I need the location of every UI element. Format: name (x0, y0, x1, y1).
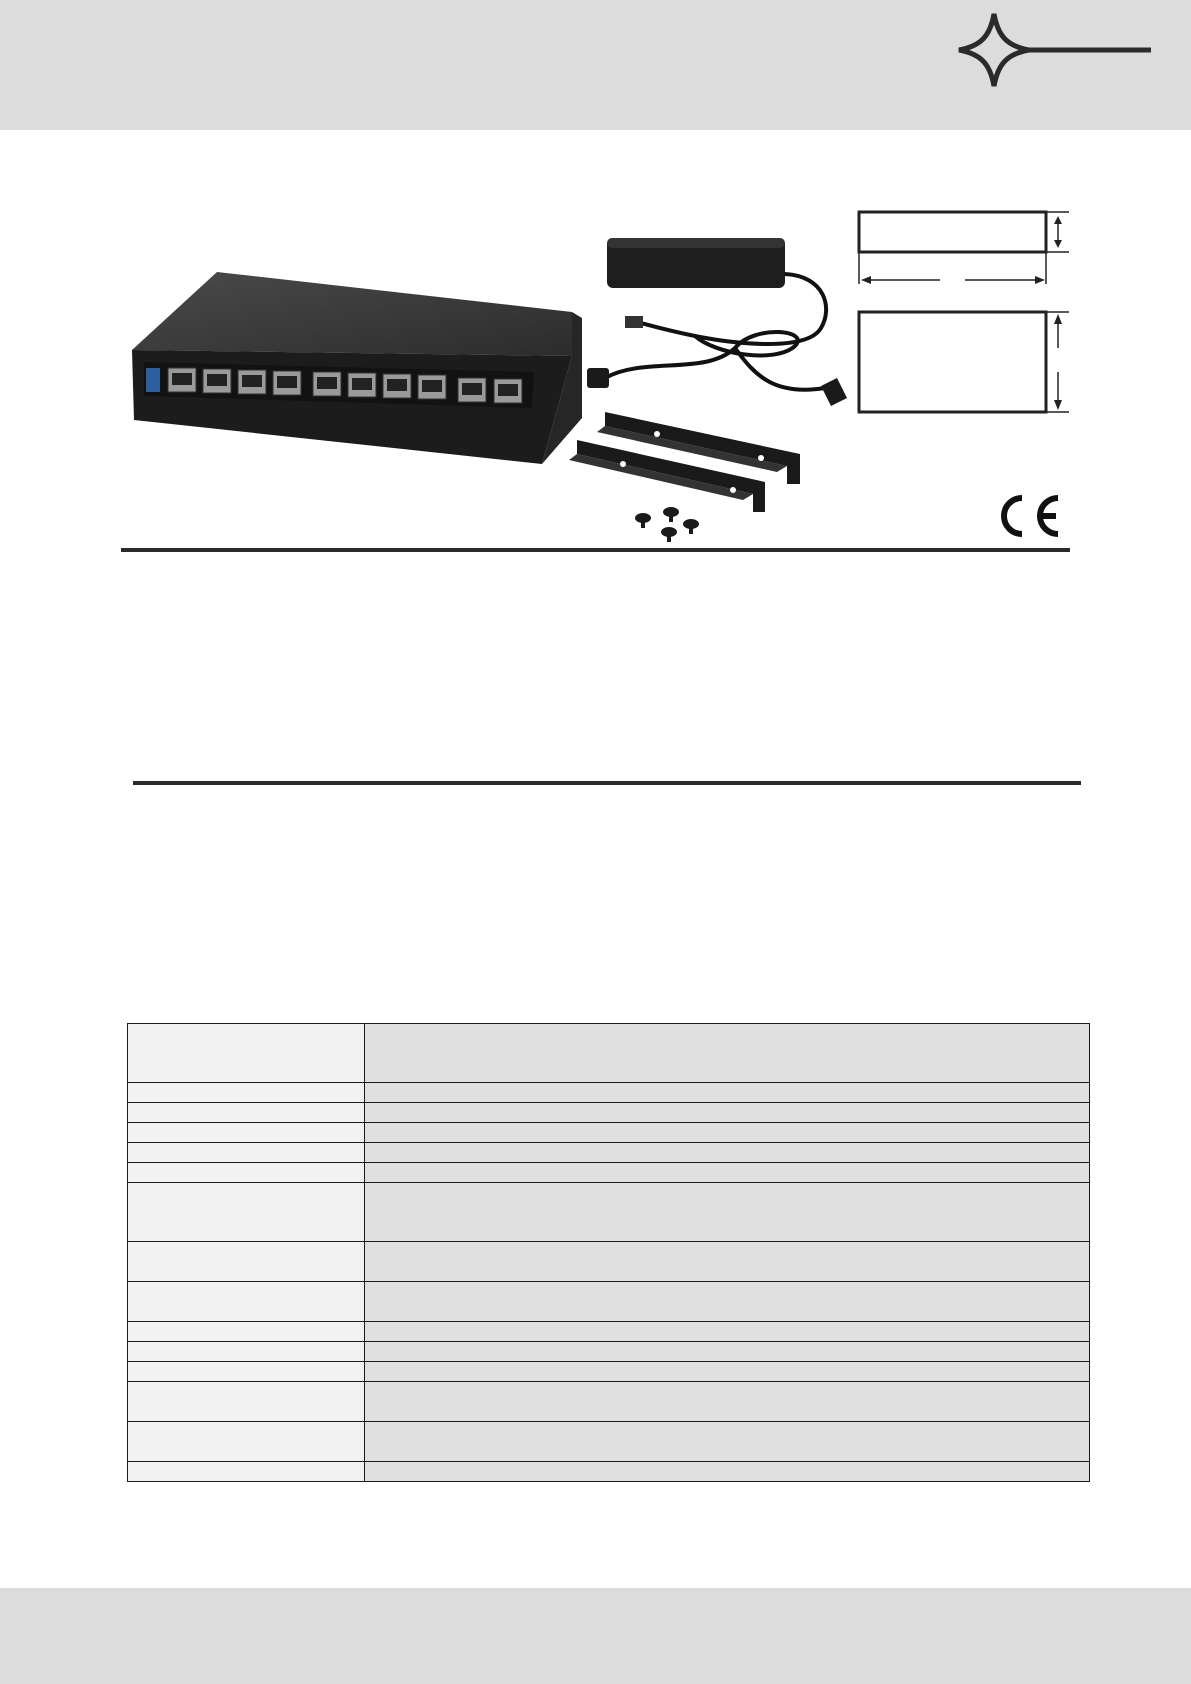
dimension-diagram-icon (855, 200, 1070, 420)
spec-value-cell (365, 1183, 1090, 1242)
spec-value-cell (365, 1342, 1090, 1362)
table-row (128, 1163, 1090, 1183)
spec-key-cell (128, 1123, 365, 1143)
table-row (128, 1103, 1090, 1123)
spec-key-cell (128, 1024, 365, 1083)
table-row (128, 1143, 1090, 1163)
spec-value-cell (365, 1462, 1090, 1482)
specification-table (127, 1023, 1090, 1482)
table-row (128, 1322, 1090, 1342)
spec-key-cell (128, 1362, 365, 1382)
spec-value-cell (365, 1143, 1090, 1163)
spec-value-cell (365, 1103, 1090, 1123)
table-row (128, 1422, 1090, 1462)
spec-value-cell (365, 1083, 1090, 1103)
spec-value-cell (365, 1322, 1090, 1342)
table-row (128, 1242, 1090, 1282)
section-divider (121, 548, 1070, 552)
spec-value-cell (365, 1242, 1090, 1282)
table-row (128, 1282, 1090, 1322)
ce-mark-icon (992, 492, 1064, 540)
spec-value-cell (365, 1163, 1090, 1183)
spec-key-cell (128, 1143, 365, 1163)
table-row (128, 1183, 1090, 1242)
spec-key-cell (128, 1183, 365, 1242)
four-point-star-logo-icon (955, 12, 1155, 88)
spec-key-cell (128, 1342, 365, 1362)
table-row (128, 1083, 1090, 1103)
spec-value-cell (365, 1123, 1090, 1143)
network-switch-photo (132, 268, 582, 468)
spec-key-cell (128, 1462, 365, 1482)
spec-value-cell (365, 1422, 1090, 1462)
spec-value-cell (365, 1282, 1090, 1322)
mounting-brackets-photo (565, 410, 925, 545)
table-row (128, 1024, 1090, 1083)
spec-key-cell (128, 1163, 365, 1183)
footer-band (0, 1588, 1191, 1684)
spec-value-cell (365, 1382, 1090, 1422)
table-row (128, 1382, 1090, 1422)
spec-key-cell (128, 1103, 365, 1123)
spec-key-cell (128, 1382, 365, 1422)
spec-value-cell (365, 1024, 1090, 1083)
section-divider (133, 781, 1081, 785)
spec-key-cell (128, 1322, 365, 1342)
product-illustration (120, 200, 1070, 545)
spec-key-cell (128, 1422, 365, 1462)
table-row (128, 1462, 1090, 1482)
table-row (128, 1342, 1090, 1362)
table-row (128, 1362, 1090, 1382)
spec-key-cell (128, 1242, 365, 1282)
table-row (128, 1123, 1090, 1143)
spec-value-cell (365, 1362, 1090, 1382)
spec-key-cell (128, 1083, 365, 1103)
spec-key-cell (128, 1282, 365, 1322)
